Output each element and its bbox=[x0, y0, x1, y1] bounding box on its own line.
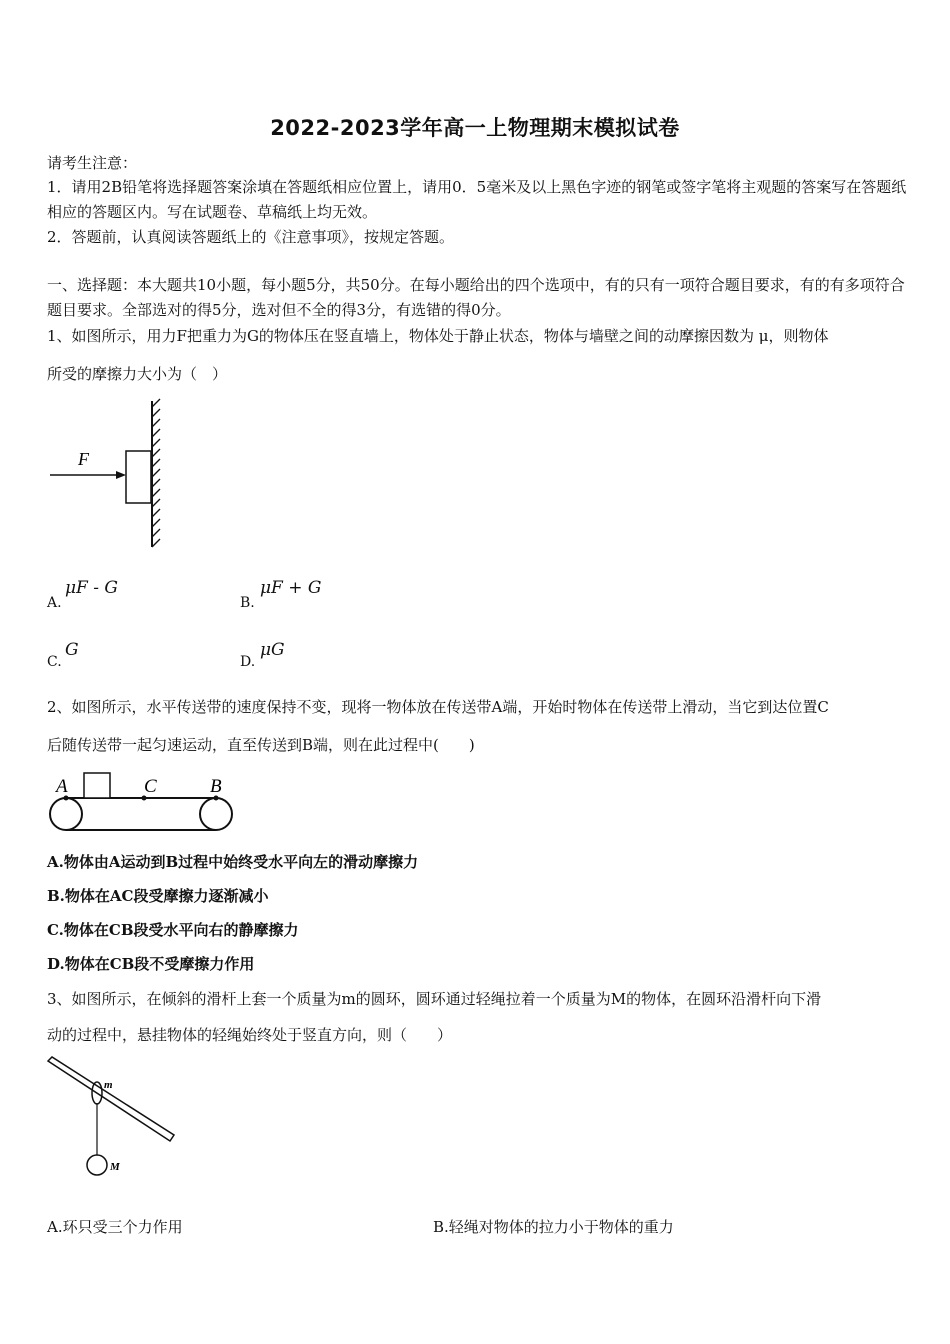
ring-label: m bbox=[104, 1079, 113, 1091]
page-title: 2022-2023学年高一上物理期末模拟试卷 bbox=[270, 116, 680, 140]
block bbox=[84, 773, 110, 798]
wall-hatching bbox=[152, 399, 160, 547]
q2-option-d[interactable]: D.物体在CB段不受摩擦力作用 bbox=[47, 955, 255, 973]
q2-stem-line1: 2、如图所示，水平传送带的速度保持不变，现将一物体放在传送带A端，开始时物体在传送带上滑动，当它到达位置C bbox=[47, 698, 829, 716]
notice-item-1: 1．请用2B铅笔将选择题答案涂填在答题纸相应位置上，请用0．5毫米及以上黑色字迹的钢笔或签字笔将主观题的答案写在答题纸相应的答题区内。写在试题卷、草稿纸上均无效。 bbox=[47, 178, 907, 221]
force-label: F bbox=[78, 449, 89, 469]
q1-stem-line1: 1、如图所示，用力F把重力为G的物体压在竖直墙上，物体处于静止状态，物体与墙壁之间的动摩擦因数为 μ，则物体 bbox=[47, 327, 829, 345]
q3-option-a[interactable]: A.环只受三个力作用 bbox=[47, 1218, 183, 1236]
option-expr: G bbox=[65, 640, 79, 660]
notice-heading: 请考生注意： bbox=[47, 154, 138, 172]
option-key: C. bbox=[47, 654, 62, 670]
notice-item-2: 2．答题前，认真阅读答题纸上的《注意事项》，按规定答题。 bbox=[47, 228, 455, 246]
q1-wall-figure bbox=[40, 395, 170, 555]
arrow-head-icon bbox=[116, 471, 126, 479]
hanging-ball bbox=[87, 1155, 107, 1175]
q2-option-b[interactable]: B.物体在AC段受摩擦力逐渐减小 bbox=[47, 887, 269, 905]
option-key: A. bbox=[47, 595, 62, 611]
q3-stem-line1: 3、如图所示，在倾斜的滑杆上套一个质量为m的圆环，圆环通过轻绳拉着一个质量为M的物体，在圆环沿滑杆向下滑 bbox=[47, 990, 822, 1008]
option-key: B. bbox=[240, 595, 255, 611]
label-b: B bbox=[210, 776, 222, 797]
ball-label: M bbox=[110, 1161, 120, 1173]
q2-stem-line2: 后随传送带一起匀速运动，直至传送到B端，则在此过程中( ) bbox=[47, 736, 475, 754]
option-key: D. bbox=[240, 654, 256, 670]
left-pulley bbox=[50, 798, 82, 830]
inclined-rod bbox=[48, 1057, 174, 1141]
q3-rod-figure bbox=[40, 1055, 190, 1190]
q2-conveyor-figure bbox=[44, 768, 244, 836]
block bbox=[126, 451, 151, 503]
option-expr: μF + G bbox=[260, 578, 322, 598]
q1-stem-line2: 所受的摩擦力大小为（ ） bbox=[47, 365, 228, 383]
q2-option-c[interactable]: C.物体在CB段受水平向右的静摩擦力 bbox=[47, 921, 299, 939]
section-heading: 一、选择题：本大题共10小题，每小题5分，共50分。在每小题给出的四个选项中，有的只有一项符合题目要求，有的有多项符合题目要求。全部选对的得5分，选对但不全的得3分，有选错的得0分。 bbox=[47, 276, 905, 319]
option-expr: μF - G bbox=[65, 578, 118, 598]
label-c: C bbox=[144, 776, 157, 797]
q2-option-a[interactable]: A.物体由A运动到B过程中始终受水平向左的滑动摩擦力 bbox=[47, 853, 419, 871]
option-expr: μG bbox=[260, 640, 285, 660]
q3-option-b[interactable]: B.轻绳对物体的拉力小于物体的重力 bbox=[433, 1218, 674, 1236]
right-pulley bbox=[200, 798, 232, 830]
q3-stem-line2: 动的过程中，悬挂物体的轻绳始终处于竖直方向，则（ ） bbox=[47, 1026, 453, 1044]
label-a: A bbox=[56, 776, 68, 797]
